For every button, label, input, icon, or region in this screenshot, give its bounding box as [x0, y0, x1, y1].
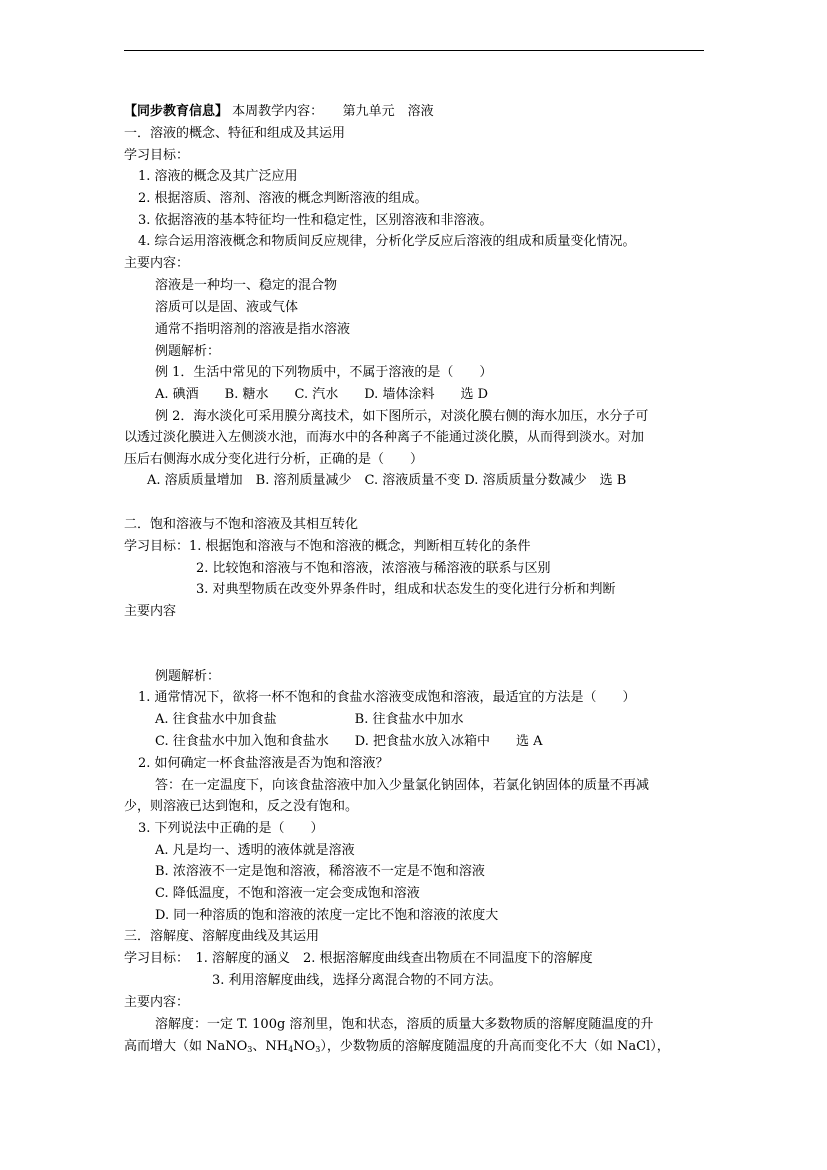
- s1-goals-label: 学习目标：: [124, 148, 190, 163]
- s1-ex2-line-1: 例 2．海水淡化可采用膜分离技术，如下图所示，对淡化膜右侧的海水加压，水分子可: [155, 409, 649, 424]
- subscript: 3: [315, 1045, 321, 1054]
- header-rule: [124, 50, 704, 51]
- s1-ex1-question: 例 1．生活中常见的下列物质中，不属于溶液的是（ ）: [155, 365, 493, 380]
- section-1-title: 一．溶液的概念、特征和组成及其运用: [124, 126, 346, 141]
- s3-p2-part-b: 、NH: [252, 1039, 289, 1054]
- s2-q3-option-a: A. 凡是均一、透明的液体就是溶液: [155, 843, 355, 858]
- s2-goal-1: 学习目标：1. 根据饱和溶液与不饱和溶液的概念，判断相互转化的条件: [124, 539, 531, 554]
- s2-goal-3: 3. 对典型物质在改变外界条件时，组成和状态发生的变化进行分析和判断: [196, 582, 616, 597]
- s1-main-label: 主要内容：: [124, 256, 190, 271]
- s1-examples-label: 例题解析：: [155, 344, 221, 359]
- section-3-title: 三．溶解度、溶解度曲线及其运用: [124, 929, 320, 944]
- s2-q2: 2. 如何确定一杯食盐溶液是否为饱和溶液？: [138, 756, 389, 771]
- s2-q1: 1. 通常情况下，欲将一杯不饱和的食盐水溶液变成饱和溶液，最适宜的方法是（ ）: [138, 690, 636, 705]
- section-2-title: 二．饱和溶液与不饱和溶液及其相互转化: [124, 517, 359, 532]
- subscript: 4: [288, 1045, 294, 1054]
- header-line: [124, 101, 434, 123]
- s1-goal-3: 3. 依据溶液的基本特征均一性和稳定性，区别溶液和非溶液。: [138, 213, 493, 228]
- s2-q2-answer-2: 少，则溶液已达到饱和，反之没有饱和。: [124, 799, 359, 814]
- s3-goal-1: 学习目标： 1. 溶解度的涵义 2. 根据溶解度曲线查出物质在不同温度下的溶解度: [124, 951, 593, 966]
- s2-q1-options-cd: C. 往食盐水中加入饱和食盐水 D. 把食盐水放入冰箱中 选 A: [155, 734, 543, 749]
- s2-q2-answer-1: 答：在一定温度下，向该食盐溶液中加入少量氯化钠固体，若氯化钠固体的质量不再减: [155, 778, 650, 793]
- s1-main-3: 通常不指明溶剂的溶液是指水溶液: [155, 322, 351, 337]
- s3-p2-part-a: 高而增大（如 NaNO: [124, 1039, 248, 1054]
- s1-ex2-line-3: 压后右侧海水成分变化进行分析，正确的是（ ）: [124, 452, 424, 467]
- s2-q3-option-c: C. 降低温度，不饱和溶液一定会变成饱和溶液: [155, 886, 420, 901]
- s1-main-2: 溶质可以是固、液或气体: [155, 300, 299, 315]
- s2-q1-options-ab: A. 往食盐水中加食盐 B. 往食盐水中加水: [155, 712, 464, 727]
- s3-p2-part-d: ），少数物质的溶解度随温度的升高而变化不大（如 NaCl），: [320, 1039, 670, 1054]
- subscript: 3: [247, 1045, 253, 1054]
- header-label: 【同步教育信息】: [124, 104, 229, 119]
- s3-paragraph-line-1: 溶解度：一定 T. 100g 溶剂里，饱和状态，溶质的质量大多数物质的溶解度随温度的升: [155, 1017, 654, 1032]
- s3-paragraph-line-2: [124, 1036, 670, 1061]
- s3-main-label: 主要内容：: [124, 995, 190, 1010]
- s2-q3-option-b: B. 浓溶液不一定是饱和溶液，稀溶液不一定是不饱和溶液: [155, 864, 485, 879]
- s2-q3: 3. 下列说法中正确的是（ ）: [138, 821, 324, 836]
- s1-goal-1: 1. 溶液的概念及其广泛应用: [138, 169, 298, 184]
- header-text: 本周教学内容： 第九单元 溶液: [232, 104, 434, 119]
- s2-examples-label: 例题解析：: [155, 669, 221, 684]
- s1-goal-4: 4. 综合运用溶液概念和物质间反应规律，分析化学反应后溶液的组成和质量变化情况。: [138, 234, 636, 249]
- s2-main-label: 主要内容: [124, 604, 177, 619]
- s1-ex2-line-2: 以透过淡化膜进入左侧淡水池，而海水中的各种离子不能通过淡化膜，从而得到淡水。对加: [124, 430, 645, 445]
- s3-goal-2: 3. 利用溶解度曲线，选择分离混合物的不同方法。: [212, 973, 502, 988]
- s1-ex2-options: A. 溶质质量增加 B. 溶剂质量减少 C. 溶液质量不变 D. 溶质质量分数减少 选 B: [147, 473, 627, 488]
- s2-goal-2: 2. 比较饱和溶液与不饱和溶液，浓溶液与稀溶液的联系与区别: [196, 561, 551, 576]
- s1-ex1-options: A. 碘酒 B. 糖水 C. 汽水 D. 墙体涂料 选 D: [155, 387, 488, 402]
- s2-q3-option-d: D. 同一种溶质的饱和溶液的浓度一定比不饱和溶液的浓度大: [155, 908, 499, 923]
- s1-goal-2: 2. 根据溶质、溶剂、溶液的概念判断溶液的组成。: [138, 191, 428, 206]
- s3-p2-part-c: NO: [293, 1039, 316, 1054]
- s1-main-1: 溶液是一种均一、稳定的混合物: [155, 278, 338, 293]
